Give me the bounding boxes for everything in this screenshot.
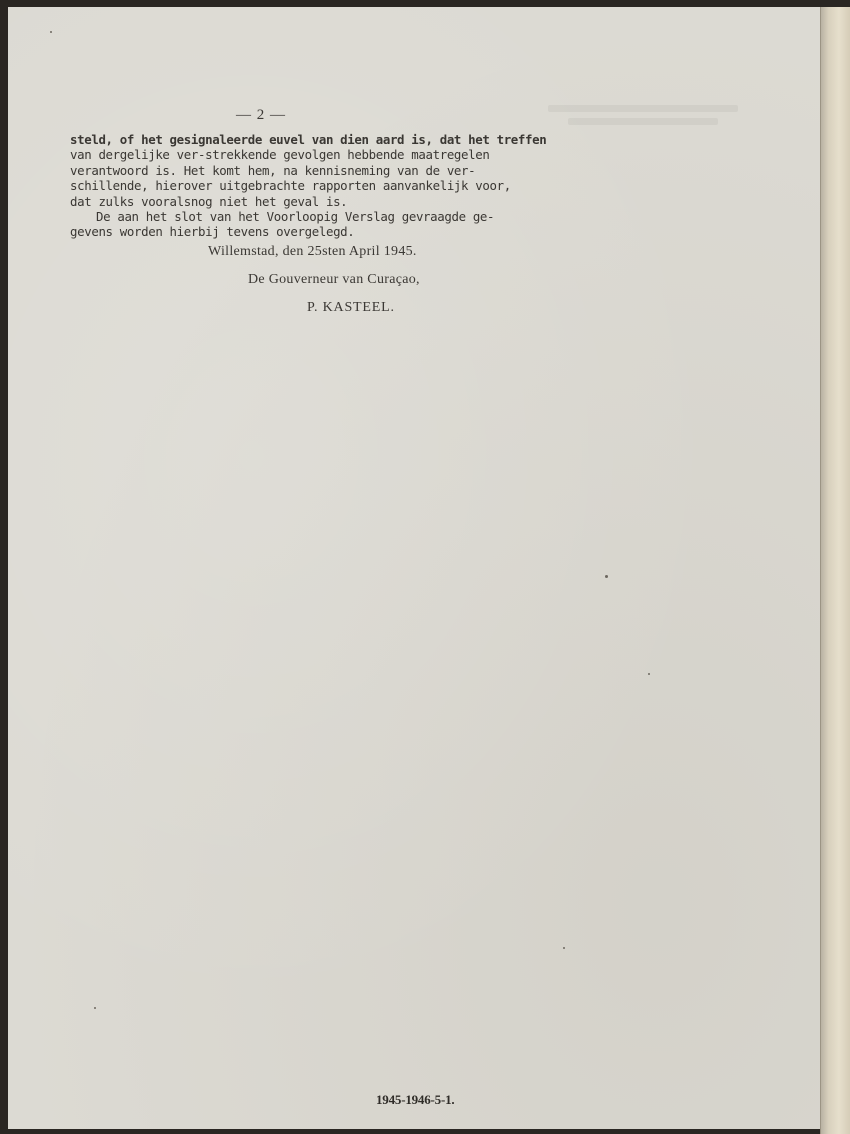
paper-speck [563,947,565,949]
signatory-title: De Gouverneur van Curaçao, [248,272,420,287]
place-date: Willemstad, den 25sten April 1945. [208,244,417,259]
text-line: dat zulks vooralsnog niet het geval is. [70,193,348,209]
paragraph-2 [70,209,495,240]
text-line: gevens worden hierbij tevens overgelegd. [70,224,355,240]
page-edge [820,7,850,1134]
text-line: verantwoord is. Het komt hem, na kennisneming van de ver- [70,162,476,178]
text-line: van dergelijke ver-strekkende gevolgen hebbende maatregelen [70,147,490,163]
bleed-through-text [548,105,758,145]
page-number: — 2 — [236,107,286,123]
signatory-name: P. KASTEEL. [307,300,395,315]
paper-speck [94,1007,96,1009]
text-line: steld, of het gesignaleerde euvel van dien aard is, dat het treffen [70,132,547,147]
document-page [8,7,820,1129]
text-line: De aan het slot van het Voorloopig Verslag gevraagde ge- [96,209,495,225]
text-line: schillende, hierover uitgebrachte rapporten aanvankelijk voor, [70,178,511,194]
print-code: 1945-1946-5-1. [376,1092,455,1107]
paragraph-1 [70,132,547,209]
paper-speck [648,673,650,675]
letter-body [70,107,547,240]
paper-speck [605,575,608,578]
paper-speck [50,31,52,33]
